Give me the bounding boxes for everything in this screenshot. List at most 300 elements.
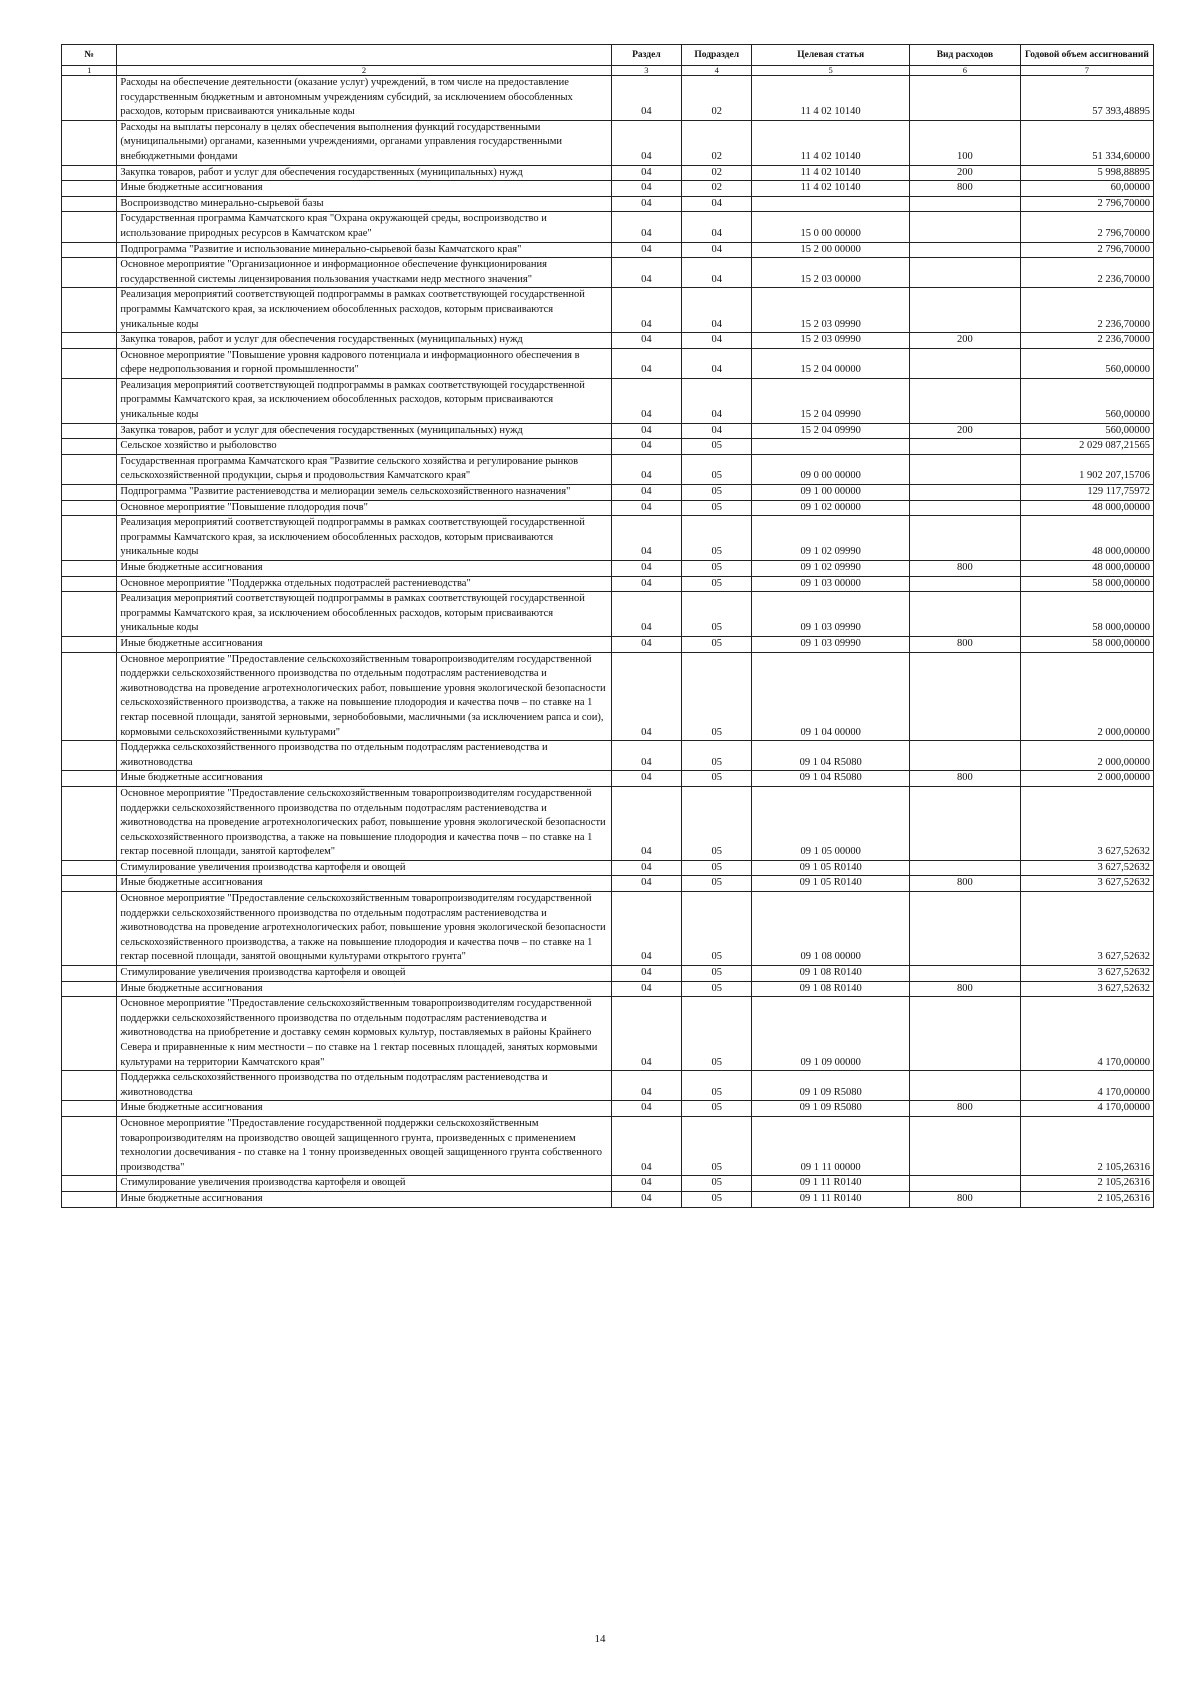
expense-type-cell xyxy=(910,997,1021,1071)
item-name-cell: Закупка товаров, работ и услуг для обеспечения государственных (муниципальных) нужд xyxy=(117,333,611,349)
subsection-cell: 05 xyxy=(682,892,752,966)
section-cell: 04 xyxy=(611,576,681,592)
subsection-cell: 05 xyxy=(682,1116,752,1175)
header-section: Раздел xyxy=(611,45,681,66)
item-name-cell: Иные бюджетные ассигнования xyxy=(117,561,611,577)
table-row xyxy=(62,966,1154,982)
expense-type-cell: 800 xyxy=(910,876,1021,892)
section-cell: 04 xyxy=(611,242,681,258)
section-cell: 04 xyxy=(611,892,681,966)
amount-cell: 48 000,00000 xyxy=(1020,500,1153,516)
table-row xyxy=(62,981,1154,997)
section-cell: 04 xyxy=(611,439,681,455)
target-article-cell: 09 1 11 R0140 xyxy=(752,1191,910,1207)
table-row xyxy=(62,1071,1154,1101)
expense-type-cell xyxy=(910,576,1021,592)
expense-type-cell xyxy=(910,786,1021,860)
table-row xyxy=(62,485,1154,501)
row-number-cell xyxy=(62,636,117,652)
item-name-cell: Основное мероприятие "Предоставление сельскохозяйственным товаропроизводителям государственной поддержки сельскохозяйственного производства по отдельным подотраслям растениеводства и животноводства на приобретение и доставку семян кормовых культур, поставляемых в районы Крайнего Севера и приравненные к ним местности – по ставке на 1 гектар посевных площадей, занятых кормовыми культурами на территории Камчатского края" xyxy=(117,997,611,1071)
amount-cell: 4 170,00000 xyxy=(1020,1071,1153,1101)
table-row xyxy=(62,1176,1154,1192)
target-article-cell: 09 0 00 00000 xyxy=(752,454,910,484)
amount-cell: 58 000,00000 xyxy=(1020,636,1153,652)
section-cell: 04 xyxy=(611,378,681,423)
table-row xyxy=(62,636,1154,652)
row-number-cell xyxy=(62,592,117,637)
expense-type-cell xyxy=(910,966,1021,982)
header-target: Целевая статья xyxy=(752,45,910,66)
subsection-cell: 02 xyxy=(682,165,752,181)
row-number-cell xyxy=(62,1071,117,1101)
item-name-cell: Реализация мероприятий соответствующей подпрограммы в рамках соответствующей государственной программы Камчатского края, за исключением обособленных расходов, которым присваиваются уникальные коды xyxy=(117,516,611,561)
table-body xyxy=(62,76,1154,1208)
item-name-cell: Основное мероприятие "Предоставление сельскохозяйственным товаропроизводителям государственной поддержки сельскохозяйственного производства по отдельным подотраслям растениеводства и животноводства на проведение агротехнологических работ, повышение уровня экологической безопасности сельскохозяйственного производства, а также на повышение плодородия и качества почв – по ставке на 1 гектар посевной площади, занятой зерновыми, зернобобовыми, масличными (за исключением рапса и сои), кормовыми сельскохозяйственными культурами" xyxy=(117,652,611,741)
row-number-cell xyxy=(62,652,117,741)
section-cell: 04 xyxy=(611,258,681,288)
row-number-cell xyxy=(62,561,117,577)
amount-cell: 5 998,88895 xyxy=(1020,165,1153,181)
subsection-cell: 04 xyxy=(682,348,752,378)
table-row xyxy=(62,1191,1154,1207)
expense-type-cell xyxy=(910,242,1021,258)
amount-cell: 2 000,00000 xyxy=(1020,771,1153,787)
target-article-cell: 09 1 03 09990 xyxy=(752,592,910,637)
amount-cell: 58 000,00000 xyxy=(1020,592,1153,637)
section-cell: 04 xyxy=(611,196,681,212)
column-number: 4 xyxy=(682,66,752,76)
target-article-cell: 09 1 02 09990 xyxy=(752,561,910,577)
table-row xyxy=(62,741,1154,771)
item-name-cell: Иные бюджетные ассигнования xyxy=(117,1191,611,1207)
subsection-cell: 05 xyxy=(682,592,752,637)
expense-type-cell xyxy=(910,196,1021,212)
subsection-cell: 05 xyxy=(682,652,752,741)
target-article-cell: 09 1 03 00000 xyxy=(752,576,910,592)
page-number: 14 xyxy=(594,1633,606,1645)
section-cell: 04 xyxy=(611,500,681,516)
section-cell: 04 xyxy=(611,333,681,349)
column-number: 3 xyxy=(611,66,681,76)
subsection-cell: 05 xyxy=(682,516,752,561)
header-num: № xyxy=(62,45,117,66)
item-name-cell: Расходы на выплаты персоналу в целях обеспечения выполнения функций государственными (муниципальными) органами, казенными учреждениями, органами управления государственными внебюджетными фондами xyxy=(117,120,611,165)
amount-cell: 4 170,00000 xyxy=(1020,997,1153,1071)
expense-type-cell: 800 xyxy=(910,181,1021,197)
subsection-cell: 04 xyxy=(682,258,752,288)
table-row xyxy=(62,561,1154,577)
item-name-cell: Стимулирование увеличения производства картофеля и овощей xyxy=(117,1176,611,1192)
section-cell: 04 xyxy=(611,636,681,652)
table-row xyxy=(62,771,1154,787)
amount-cell: 560,00000 xyxy=(1020,348,1153,378)
item-name-cell: Иные бюджетные ассигнования xyxy=(117,771,611,787)
amount-cell: 3 627,52632 xyxy=(1020,981,1153,997)
amount-cell: 48 000,00000 xyxy=(1020,561,1153,577)
table-row xyxy=(62,892,1154,966)
target-article-cell: 09 1 00 00000 xyxy=(752,485,910,501)
column-number: 6 xyxy=(910,66,1021,76)
amount-cell: 2 029 087,21565 xyxy=(1020,439,1153,455)
subsection-cell: 05 xyxy=(682,997,752,1071)
section-cell: 04 xyxy=(611,165,681,181)
row-number-cell xyxy=(62,378,117,423)
expense-type-cell: 100 xyxy=(910,120,1021,165)
target-article-cell: 15 2 03 00000 xyxy=(752,258,910,288)
section-cell: 04 xyxy=(611,76,681,121)
table-row xyxy=(62,500,1154,516)
subsection-cell: 04 xyxy=(682,333,752,349)
row-number-cell xyxy=(62,966,117,982)
expense-type-cell xyxy=(910,652,1021,741)
expense-type-cell xyxy=(910,860,1021,876)
section-cell: 04 xyxy=(611,652,681,741)
row-number-cell xyxy=(62,423,117,439)
table-row xyxy=(62,876,1154,892)
row-number-cell xyxy=(62,786,117,860)
expense-type-cell xyxy=(910,348,1021,378)
subsection-cell: 05 xyxy=(682,981,752,997)
item-name-cell: Иные бюджетные ассигнования xyxy=(117,1101,611,1117)
table-row xyxy=(62,181,1154,197)
target-article-cell: 09 1 05 R0140 xyxy=(752,876,910,892)
subsection-cell: 05 xyxy=(682,1176,752,1192)
expense-type-cell xyxy=(910,439,1021,455)
amount-cell: 560,00000 xyxy=(1020,378,1153,423)
item-name-cell: Основное мероприятие "Предоставление сельскохозяйственным товаропроизводителям государственной поддержки сельскохозяйственного производства по отдельным подотраслям растениеводства и животноводства на проведение агротехнологических работ, повышение уровня экологической безопасности сельскохозяйственного производства, а также на повышение плодородия и качества почв – по ставке на 1 гектар посевной площади, занятой овощными культурами открытого грунта" xyxy=(117,892,611,966)
subsection-cell: 04 xyxy=(682,242,752,258)
target-article-cell: 11 4 02 10140 xyxy=(752,120,910,165)
subsection-cell: 05 xyxy=(682,1071,752,1101)
table-row xyxy=(62,1101,1154,1117)
item-name-cell: Основное мероприятие "Повышение плодородия почв" xyxy=(117,500,611,516)
section-cell: 04 xyxy=(611,1116,681,1175)
item-name-cell: Основное мероприятие "Повышение уровня кадрового потенциала и информационного обеспечения в сфере недропользования и горной промышленности" xyxy=(117,348,611,378)
expense-type-cell xyxy=(910,500,1021,516)
table-row xyxy=(62,516,1154,561)
target-article-cell: 09 1 03 09990 xyxy=(752,636,910,652)
expense-type-cell xyxy=(910,76,1021,121)
section-cell: 04 xyxy=(611,592,681,637)
target-article-cell: 15 2 00 00000 xyxy=(752,242,910,258)
section-cell: 04 xyxy=(611,981,681,997)
section-cell: 04 xyxy=(611,1071,681,1101)
row-number-cell xyxy=(62,242,117,258)
expense-type-cell: 800 xyxy=(910,1191,1021,1207)
expense-type-cell xyxy=(910,258,1021,288)
expense-type-cell: 800 xyxy=(910,1101,1021,1117)
table-row xyxy=(62,860,1154,876)
expense-type-cell: 800 xyxy=(910,981,1021,997)
item-name-cell: Основное мероприятие "Предоставление государственной поддержки сельскохозяйственным товаропроизводителям на производство овощей защищенного грунта, произведенных с применением технологии досвечивания - по ставке на 1 тонну произведенных овощей защищенного грунта собственного производства" xyxy=(117,1116,611,1175)
subsection-cell: 04 xyxy=(682,196,752,212)
target-article-cell: 15 2 04 09990 xyxy=(752,423,910,439)
expense-type-cell xyxy=(910,741,1021,771)
target-article-cell: 15 2 04 09990 xyxy=(752,378,910,423)
section-cell: 04 xyxy=(611,423,681,439)
section-cell: 04 xyxy=(611,860,681,876)
subsection-cell: 04 xyxy=(682,212,752,242)
section-cell: 04 xyxy=(611,516,681,561)
table-row xyxy=(62,288,1154,333)
amount-cell: 3 627,52632 xyxy=(1020,876,1153,892)
row-number-cell xyxy=(62,120,117,165)
subsection-cell: 05 xyxy=(682,636,752,652)
item-name-cell: Иные бюджетные ассигнования xyxy=(117,981,611,997)
amount-cell: 2 105,26316 xyxy=(1020,1191,1153,1207)
section-cell: 04 xyxy=(611,1176,681,1192)
amount-cell: 2 236,70000 xyxy=(1020,333,1153,349)
amount-cell: 3 627,52632 xyxy=(1020,966,1153,982)
row-number-cell xyxy=(62,1101,117,1117)
expense-type-cell: 800 xyxy=(910,636,1021,652)
subsection-cell: 05 xyxy=(682,741,752,771)
amount-cell: 58 000,00000 xyxy=(1020,576,1153,592)
expense-type-cell xyxy=(910,485,1021,501)
item-name-cell: Стимулирование увеличения производства картофеля и овощей xyxy=(117,860,611,876)
subsection-cell: 05 xyxy=(682,561,752,577)
subsection-cell: 05 xyxy=(682,500,752,516)
row-number-cell xyxy=(62,196,117,212)
item-name-cell: Подпрограмма "Развитие растениеводства и мелиорации земель сельскохозяйственного назначения" xyxy=(117,485,611,501)
amount-cell: 48 000,00000 xyxy=(1020,516,1153,561)
table-row xyxy=(62,439,1154,455)
table-row xyxy=(62,76,1154,121)
row-number-cell xyxy=(62,454,117,484)
row-number-cell xyxy=(62,348,117,378)
subsection-cell: 05 xyxy=(682,454,752,484)
table-row xyxy=(62,378,1154,423)
item-name-cell: Основное мероприятие "Предоставление сельскохозяйственным товаропроизводителям государственной поддержки сельскохозяйственного производства по отдельным подотраслям растениеводства и животноводства на проведение агротехнологических работ, повышение уровня экологической безопасности сельскохозяйственного производства, а также на повышение плодородия и качества почв – по ставке на 1 гектар посевной площади, занятой картофелем" xyxy=(117,786,611,860)
target-article-cell: 15 2 04 00000 xyxy=(752,348,910,378)
item-name-cell: Реализация мероприятий соответствующей подпрограммы в рамках соответствующей государственной программы Камчатского края, за исключением обособленных расходов, которым присваиваются уникальные коды xyxy=(117,592,611,637)
expense-type-cell xyxy=(910,378,1021,423)
row-number-cell xyxy=(62,181,117,197)
expense-type-cell xyxy=(910,516,1021,561)
target-article-cell xyxy=(752,439,910,455)
subsection-cell: 04 xyxy=(682,288,752,333)
target-article-cell: 11 4 02 10140 xyxy=(752,181,910,197)
row-number-cell xyxy=(62,771,117,787)
target-article-cell: 09 1 11 R0140 xyxy=(752,1176,910,1192)
item-name-cell: Подпрограмма "Развитие и использование минерально-сырьевой базы Камчатского края" xyxy=(117,242,611,258)
amount-cell: 3 627,52632 xyxy=(1020,860,1153,876)
target-article-cell: 09 1 02 09990 xyxy=(752,516,910,561)
column-number: 5 xyxy=(752,66,910,76)
amount-cell: 2 000,00000 xyxy=(1020,652,1153,741)
amount-cell: 2 236,70000 xyxy=(1020,258,1153,288)
item-name-cell: Основное мероприятие "Поддержка отдельных подотраслей растениеводства" xyxy=(117,576,611,592)
budget-table xyxy=(61,44,1154,1208)
amount-cell: 2 796,70000 xyxy=(1020,196,1153,212)
table-row xyxy=(62,652,1154,741)
item-name-cell: Стимулирование увеличения производства картофеля и овощей xyxy=(117,966,611,982)
target-article-cell: 09 1 05 00000 xyxy=(752,786,910,860)
expense-type-cell: 200 xyxy=(910,165,1021,181)
subsection-cell: 02 xyxy=(682,76,752,121)
subsection-cell: 05 xyxy=(682,1101,752,1117)
target-article-cell: 09 1 04 00000 xyxy=(752,652,910,741)
expense-type-cell xyxy=(910,288,1021,333)
section-cell: 04 xyxy=(611,786,681,860)
subsection-cell: 05 xyxy=(682,485,752,501)
expense-type-cell: 200 xyxy=(910,333,1021,349)
expense-type-cell xyxy=(910,592,1021,637)
expense-type-cell xyxy=(910,212,1021,242)
row-number-cell xyxy=(62,500,117,516)
header-subsection: Подраздел xyxy=(682,45,752,66)
subsection-cell: 05 xyxy=(682,439,752,455)
item-name-cell: Расходы на обеспечение деятельности (оказание услуг) учреждений, в том числе на предоставление государственным бюджетным и автономным учреждениям субсидий, за исключением обособленных расходов, которым присваиваются уникальные коды xyxy=(117,76,611,121)
amount-cell: 2 000,00000 xyxy=(1020,741,1153,771)
row-number-cell xyxy=(62,1116,117,1175)
expense-type-cell: 800 xyxy=(910,771,1021,787)
item-name-cell: Поддержка сельскохозяйственного производства по отдельным подотраслям растениеводства и животноводства xyxy=(117,1071,611,1101)
amount-cell: 2 105,26316 xyxy=(1020,1176,1153,1192)
target-article-cell: 09 1 04 R5080 xyxy=(752,741,910,771)
target-article-cell: 15 2 03 09990 xyxy=(752,288,910,333)
row-number-cell xyxy=(62,981,117,997)
table-row xyxy=(62,592,1154,637)
section-cell: 04 xyxy=(611,876,681,892)
row-number-cell xyxy=(62,439,117,455)
amount-cell: 51 334,60000 xyxy=(1020,120,1153,165)
section-cell: 04 xyxy=(611,212,681,242)
amount-cell: 57 393,48895 xyxy=(1020,76,1153,121)
column-number: 7 xyxy=(1020,66,1153,76)
item-name-cell: Иные бюджетные ассигнования xyxy=(117,181,611,197)
expense-type-cell xyxy=(910,1116,1021,1175)
subsection-cell: 04 xyxy=(682,423,752,439)
row-number-cell xyxy=(62,76,117,121)
section-cell: 04 xyxy=(611,1191,681,1207)
amount-cell: 2 796,70000 xyxy=(1020,212,1153,242)
section-cell: 04 xyxy=(611,966,681,982)
row-number-cell xyxy=(62,1176,117,1192)
amount-cell: 2 105,26316 xyxy=(1020,1116,1153,1175)
target-article-cell: 15 2 03 09990 xyxy=(752,333,910,349)
table-row xyxy=(62,196,1154,212)
column-number: 1 xyxy=(62,66,117,76)
header-expense-type: Вид расходов xyxy=(910,45,1021,66)
amount-cell: 2 796,70000 xyxy=(1020,242,1153,258)
target-article-cell: 09 1 09 R5080 xyxy=(752,1071,910,1101)
subsection-cell: 02 xyxy=(682,120,752,165)
subsection-cell: 04 xyxy=(682,378,752,423)
amount-cell: 2 236,70000 xyxy=(1020,288,1153,333)
row-number-cell xyxy=(62,860,117,876)
item-name-cell: Иные бюджетные ассигнования xyxy=(117,876,611,892)
section-cell: 04 xyxy=(611,288,681,333)
subsection-cell: 02 xyxy=(682,181,752,197)
table-row xyxy=(62,786,1154,860)
row-number-cell xyxy=(62,576,117,592)
table-row xyxy=(62,258,1154,288)
target-article-cell: 09 1 02 00000 xyxy=(752,500,910,516)
column-number: 2 xyxy=(117,66,611,76)
table-header xyxy=(62,45,1154,76)
target-article-cell: 11 4 02 10140 xyxy=(752,165,910,181)
table-row xyxy=(62,165,1154,181)
row-number-cell xyxy=(62,485,117,501)
target-article-cell: 09 1 11 00000 xyxy=(752,1116,910,1175)
section-cell: 04 xyxy=(611,1101,681,1117)
section-cell: 04 xyxy=(611,561,681,577)
target-article-cell: 09 1 08 00000 xyxy=(752,892,910,966)
section-cell: 04 xyxy=(611,485,681,501)
item-name-cell: Закупка товаров, работ и услуг для обеспечения государственных (муниципальных) нужд xyxy=(117,165,611,181)
amount-cell: 129 117,75972 xyxy=(1020,485,1153,501)
table-row xyxy=(62,348,1154,378)
table-row xyxy=(62,454,1154,484)
target-article-cell xyxy=(752,196,910,212)
item-name-cell: Воспроизводство минерально-сырьевой базы xyxy=(117,196,611,212)
target-article-cell: 09 1 08 R0140 xyxy=(752,966,910,982)
subsection-cell: 05 xyxy=(682,966,752,982)
item-name-cell: Реализация мероприятий соответствующей подпрограммы в рамках соответствующей государственной программы Камчатского края, за исключением обособленных расходов, которым присваиваются уникальные коды xyxy=(117,378,611,423)
row-number-cell xyxy=(62,516,117,561)
item-name-cell: Иные бюджетные ассигнования xyxy=(117,636,611,652)
expense-type-cell: 200 xyxy=(910,423,1021,439)
table-row xyxy=(62,423,1154,439)
amount-cell: 560,00000 xyxy=(1020,423,1153,439)
expense-type-cell: 800 xyxy=(910,561,1021,577)
subsection-cell: 05 xyxy=(682,576,752,592)
table-row xyxy=(62,997,1154,1071)
header-name xyxy=(117,45,611,66)
target-article-cell: 09 1 09 00000 xyxy=(752,997,910,1071)
table-row xyxy=(62,1116,1154,1175)
expense-type-cell xyxy=(910,892,1021,966)
item-name-cell: Поддержка сельскохозяйственного производства по отдельным подотраслям растениеводства и животноводства xyxy=(117,741,611,771)
expense-type-cell xyxy=(910,454,1021,484)
row-number-cell xyxy=(62,892,117,966)
item-name-cell: Закупка товаров, работ и услуг для обеспечения государственных (муниципальных) нужд xyxy=(117,423,611,439)
row-number-cell xyxy=(62,1191,117,1207)
table-row xyxy=(62,576,1154,592)
row-number-cell xyxy=(62,333,117,349)
row-number-cell xyxy=(62,212,117,242)
item-name-cell: Сельское хозяйство и рыболовство xyxy=(117,439,611,455)
row-number-cell xyxy=(62,741,117,771)
subsection-cell: 05 xyxy=(682,860,752,876)
amount-cell: 60,00000 xyxy=(1020,181,1153,197)
amount-cell: 3 627,52632 xyxy=(1020,786,1153,860)
row-number-cell xyxy=(62,876,117,892)
target-article-cell: 09 1 09 R5080 xyxy=(752,1101,910,1117)
target-article-cell: 11 4 02 10140 xyxy=(752,76,910,121)
table-row xyxy=(62,242,1154,258)
section-cell: 04 xyxy=(611,454,681,484)
row-number-cell xyxy=(62,258,117,288)
header-amount: Годовой объем ассигнований xyxy=(1020,45,1153,66)
subsection-cell: 05 xyxy=(682,786,752,860)
target-article-cell: 09 1 05 R0140 xyxy=(752,860,910,876)
row-number-cell xyxy=(62,997,117,1071)
section-cell: 04 xyxy=(611,741,681,771)
target-article-cell: 09 1 08 R0140 xyxy=(752,981,910,997)
item-name-cell: Государственная программа Камчатского края "Развитие сельского хозяйства и регулирование рынков сельскохозяйственной продукции, сырья и продовольствия Камчатского края" xyxy=(117,454,611,484)
item-name-cell: Основное мероприятие "Организационное и информационное обеспечение функционирования государственной системы лицензирования пользования участками недр местного значения" xyxy=(117,258,611,288)
target-article-cell: 09 1 04 R5080 xyxy=(752,771,910,787)
table-row xyxy=(62,333,1154,349)
subsection-cell: 05 xyxy=(682,1191,752,1207)
section-cell: 04 xyxy=(611,120,681,165)
amount-cell: 3 627,52632 xyxy=(1020,892,1153,966)
row-number-cell xyxy=(62,288,117,333)
amount-cell: 1 902 207,15706 xyxy=(1020,454,1153,484)
amount-cell: 4 170,00000 xyxy=(1020,1101,1153,1117)
